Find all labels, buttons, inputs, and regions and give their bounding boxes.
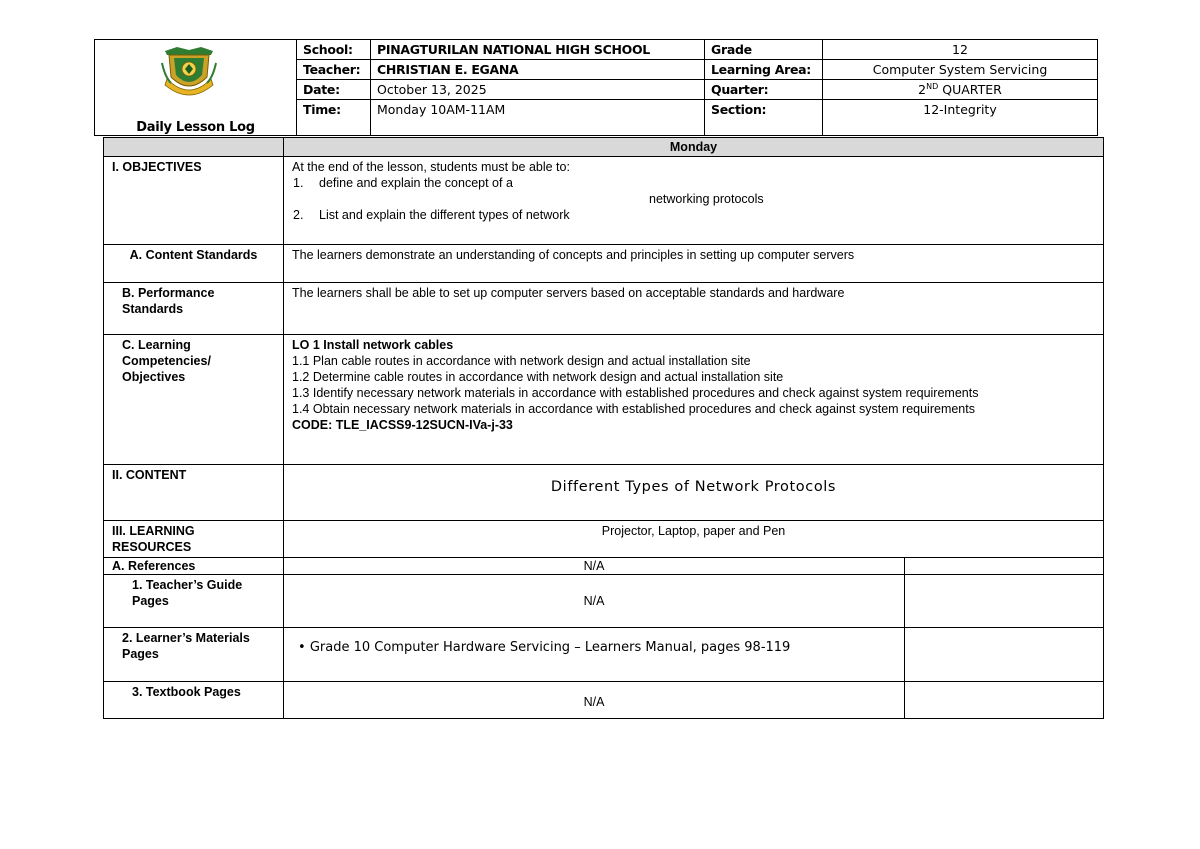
grade-label: Grade (705, 40, 823, 60)
teachers-guide-extra (905, 575, 1104, 628)
logo-cell (95, 40, 297, 136)
quarter-num: 2 (918, 82, 927, 97)
teacher-label: Teacher: (297, 60, 371, 80)
performance-standards-text: The learners shall be able to set up computer servers based on acceptable standards and hardware (284, 283, 1104, 335)
content-cell (284, 465, 1104, 521)
textbook-extra (905, 682, 1104, 719)
learning-area-value: Computer System Servicing (823, 60, 1098, 80)
objectives-label: I. OBJECTIVES (104, 157, 284, 245)
day-header: Monday (284, 138, 1104, 157)
references-extra (905, 558, 1104, 575)
resources-label: III. LEARNING RESOURCES (104, 521, 284, 558)
learners-materials-value: • Grade 10 Computer Hardware Servicing – Learners Manual, pages 98-119 (284, 628, 905, 682)
school-value: PINAGTURILAN NATIONAL HIGH SCHOOL (371, 40, 705, 60)
objective-item-1: 1. define and explain the concept of a (293, 176, 513, 190)
competencies-cell (284, 335, 1104, 465)
section-value: 12-Integrity (823, 100, 1098, 136)
competency-line: 1.2 Determine cable routes in accordance with network design and actual installation site (292, 370, 784, 384)
teachers-guide-value: N/A (284, 575, 905, 628)
date-value: October 13, 2025 (371, 80, 705, 100)
objectives-cell (284, 157, 1104, 245)
content-standards-label: A. Content Standards (104, 245, 284, 283)
competency-title: LO 1 Install network cables (292, 338, 454, 352)
header-table (94, 39, 1098, 136)
competency-line: 1.1 Plan cable routes in accordance with network design and actual installation site (292, 354, 751, 368)
grade-value: 12 (823, 40, 1098, 60)
school-seal-icon (159, 43, 219, 103)
competency-line: 1.4 Obtain necessary network materials in accordance with established procedures and check against system requirements (292, 402, 975, 416)
school-label: School: (297, 40, 371, 60)
time-value: Monday 10AM-11AM (371, 100, 705, 136)
performance-standards-label: B. Performance Standards (104, 283, 284, 335)
teacher-value: CHRISTIAN E. EGANA (371, 60, 705, 80)
competency-code: CODE: TLE_IACSS9-12SUCN-IVa-j-33 (292, 418, 513, 432)
objective-item-1-cont: networking protocols (649, 192, 764, 206)
content-label: II. CONTENT (104, 465, 284, 521)
quarter-value (823, 80, 1098, 100)
learners-materials-extra (905, 628, 1104, 682)
objectives-intro: At the end of the lesson, students must be able to: (292, 160, 570, 174)
objective-item-2: 2. List and explain the different types of network (293, 208, 570, 222)
quarter-label: Quarter: (705, 80, 823, 100)
content-topic: Different Types of Network Protocols (550, 479, 837, 495)
day-header-blank (104, 138, 284, 157)
competencies-label: C. Learning Competencies/ Objectives (104, 335, 284, 465)
bullet-icon: • (298, 640, 306, 655)
section-label: Section: (705, 100, 823, 136)
learners-materials-label: 2. Learner’s Materials Pages (104, 628, 284, 682)
quarter-sup: ND (926, 81, 939, 91)
time-label: Time: (297, 100, 371, 136)
textbook-value: N/A (284, 682, 905, 719)
date-label: Date: (297, 80, 371, 100)
teachers-guide-label: 1. Teacher’s Guide Pages (104, 575, 284, 628)
content-standards-text: The learners demonstrate an understanding of concepts and principles in setting up computer servers (284, 245, 1104, 283)
learning-area-label: Learning Area: (705, 60, 823, 80)
doc-title: Daily Lesson Log (136, 120, 255, 135)
references-label: A. References (104, 558, 284, 575)
quarter-word: QUARTER (942, 82, 1002, 97)
resources-text: Projector, Laptop, paper and Pen (284, 521, 1104, 558)
textbook-label: 3. Textbook Pages (104, 682, 284, 719)
lesson-table (103, 137, 1104, 719)
competency-line: 1.3 Identify necessary network materials in accordance with established procedures and check against system requirements (292, 386, 979, 400)
references-value: N/A (284, 558, 905, 575)
